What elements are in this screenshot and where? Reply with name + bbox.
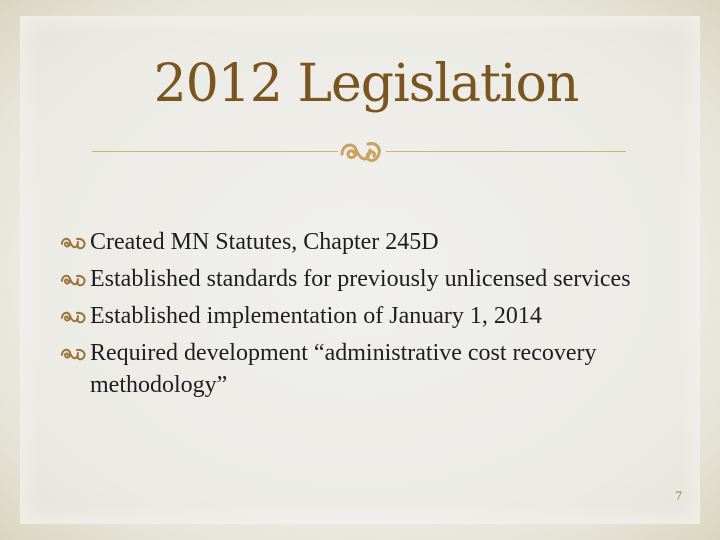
page-number: 7 bbox=[675, 488, 682, 503]
bullet-item bbox=[60, 226, 680, 258]
slide-title: 2012 Legislation bbox=[153, 54, 579, 114]
curlicue-ornament-icon bbox=[338, 134, 386, 168]
bullet-item bbox=[60, 263, 680, 295]
bullet-list bbox=[60, 226, 680, 406]
bullet-item bbox=[60, 337, 680, 401]
curlicue-bullet-icon bbox=[60, 272, 88, 288]
curlicue-bullet-icon bbox=[60, 309, 88, 325]
bullet-text: Established implementation of January 1, 2014 bbox=[90, 303, 542, 329]
title-divider-right bbox=[386, 151, 626, 152]
bullet-text: Established standards for previously unlicensed services bbox=[90, 266, 631, 292]
curlicue-bullet-icon bbox=[60, 346, 88, 362]
bullet-text: Required development “administrative cost recovery methodology” bbox=[90, 340, 597, 398]
bullet-text: Created MN Statutes, Chapter 245D bbox=[90, 229, 439, 255]
title-divider-left bbox=[92, 151, 338, 152]
bullet-item bbox=[60, 300, 680, 332]
curlicue-bullet-icon bbox=[60, 235, 88, 251]
